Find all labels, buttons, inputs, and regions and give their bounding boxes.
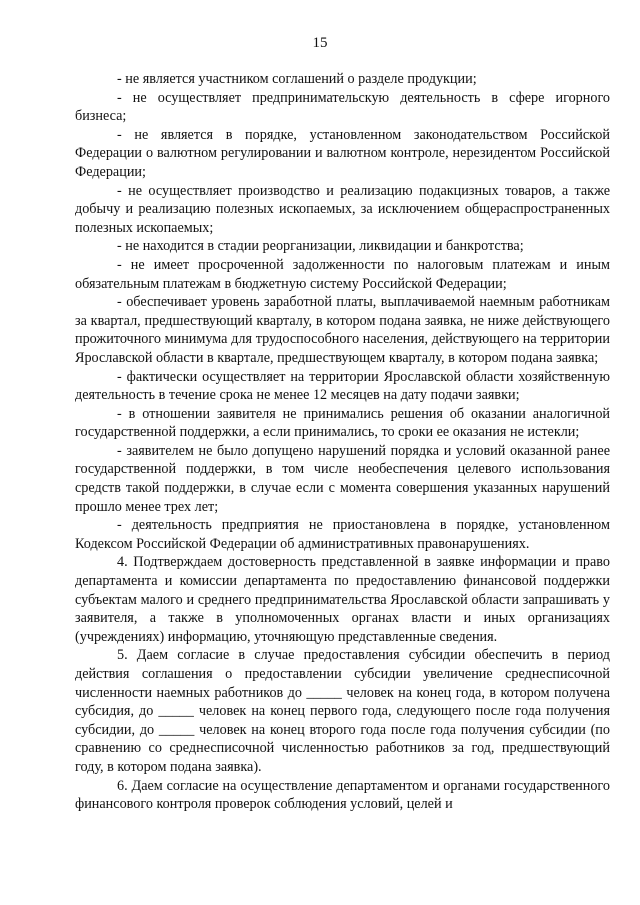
paragraph-production-sharing: - не является участником соглашений о разделе продукции; [117, 71, 477, 87]
paragraph-not-suspended: - деятельность предприятия не приостановлена в порядке, установленном Кодексом Российской Федерации об административных правонарушениях. [75, 517, 610, 552]
paragraph-tax-debt: - не имеет просроченной задолженности по налоговым платежам и иным обязательным платежам в бюджетную систему Российской Федерации; [75, 256, 610, 292]
paragraph-item-6: 6. Даем согласие на осуществление департаментом и органами государственного финансового контроля проверок соблюдения условий, целей и [75, 777, 610, 813]
paragraph-support-violations: - заявителем не было допущено нарушений порядка и условий оказанной ранее государственной поддержки, в том числе необеспечения целевого использования средств такой поддержки, в случае если с момента совершения указанных нарушений прошло менее трех лет; [75, 442, 610, 515]
paragraph-activity-period: - фактически осуществляет на территории Ярославской области хозяйственную деятельность в течение срока не менее 12 месяцев на дату подачи заявки; [75, 368, 610, 404]
paragraph-wage-level: - обеспечивает уровень заработной платы, выплачиваемой наемным работникам за квартал, предшествующий кварталу, в котором подана заявка, не ниже действующего прожиточного минимума для трудоспособного населения, действующего на территории Ярославской области в квартале, предшествующем кварталу, в котором подана заявка; [75, 294, 610, 366]
paragraph-excise-goods: - не осуществляет производство и реализацию подакцизных товаров, а также добычу и реализацию полезных ископаемых, за исключением общераспространенных полезных ископаемых; [75, 182, 610, 236]
paragraph-similar-support: - в отношении заявителя не принимались решения об оказании аналогичной государственной поддержки, а если принимались, то сроки ее оказания не истекли; [75, 405, 610, 441]
page-number: 15 [312, 35, 328, 51]
paragraph-non-resident: - не является в порядке, установленном законодательством Российской Федерации о валютном регулировании и валютном контроле, нерезидентом Российской Федерации; [75, 126, 610, 180]
document-body [75, 70, 610, 814]
paragraph-item-4: 4. Подтверждаем достоверность представленной в заявке информации и право департамента и комиссии департамента по предоставлению финансовой поддержки субъектам малого и среднего предпринимательства Ярославской области запрашивать у заявителя, а также в уполномоченных органах власти и иных организациях (учреждениях) информацию, уточняющую представленные сведения. [75, 554, 610, 645]
paragraph-gambling: - не осуществляет предпринимательскую деятельность в сфере игорного бизнеса; [75, 89, 610, 125]
paragraph-reorganization: - не находится в стадии реорганизации, ликвидации и банкротства; [117, 238, 524, 255]
paragraph-item-5: 5. Даем согласие в случае предоставления субсидии обеспечить в период действия соглашения о предоставлении субсидии увеличение среднесписочной численности наемных работников до _____ человек на конец года, в котором получена субсидия, до _____ человек на конец первого года, следующего после года получения субсидии, до _____ человек на конец второго года после года получения субсидии (по сравнению со среднесписочной численностью работников за год, предшествующий году, в котором подана заявка). [75, 647, 610, 775]
